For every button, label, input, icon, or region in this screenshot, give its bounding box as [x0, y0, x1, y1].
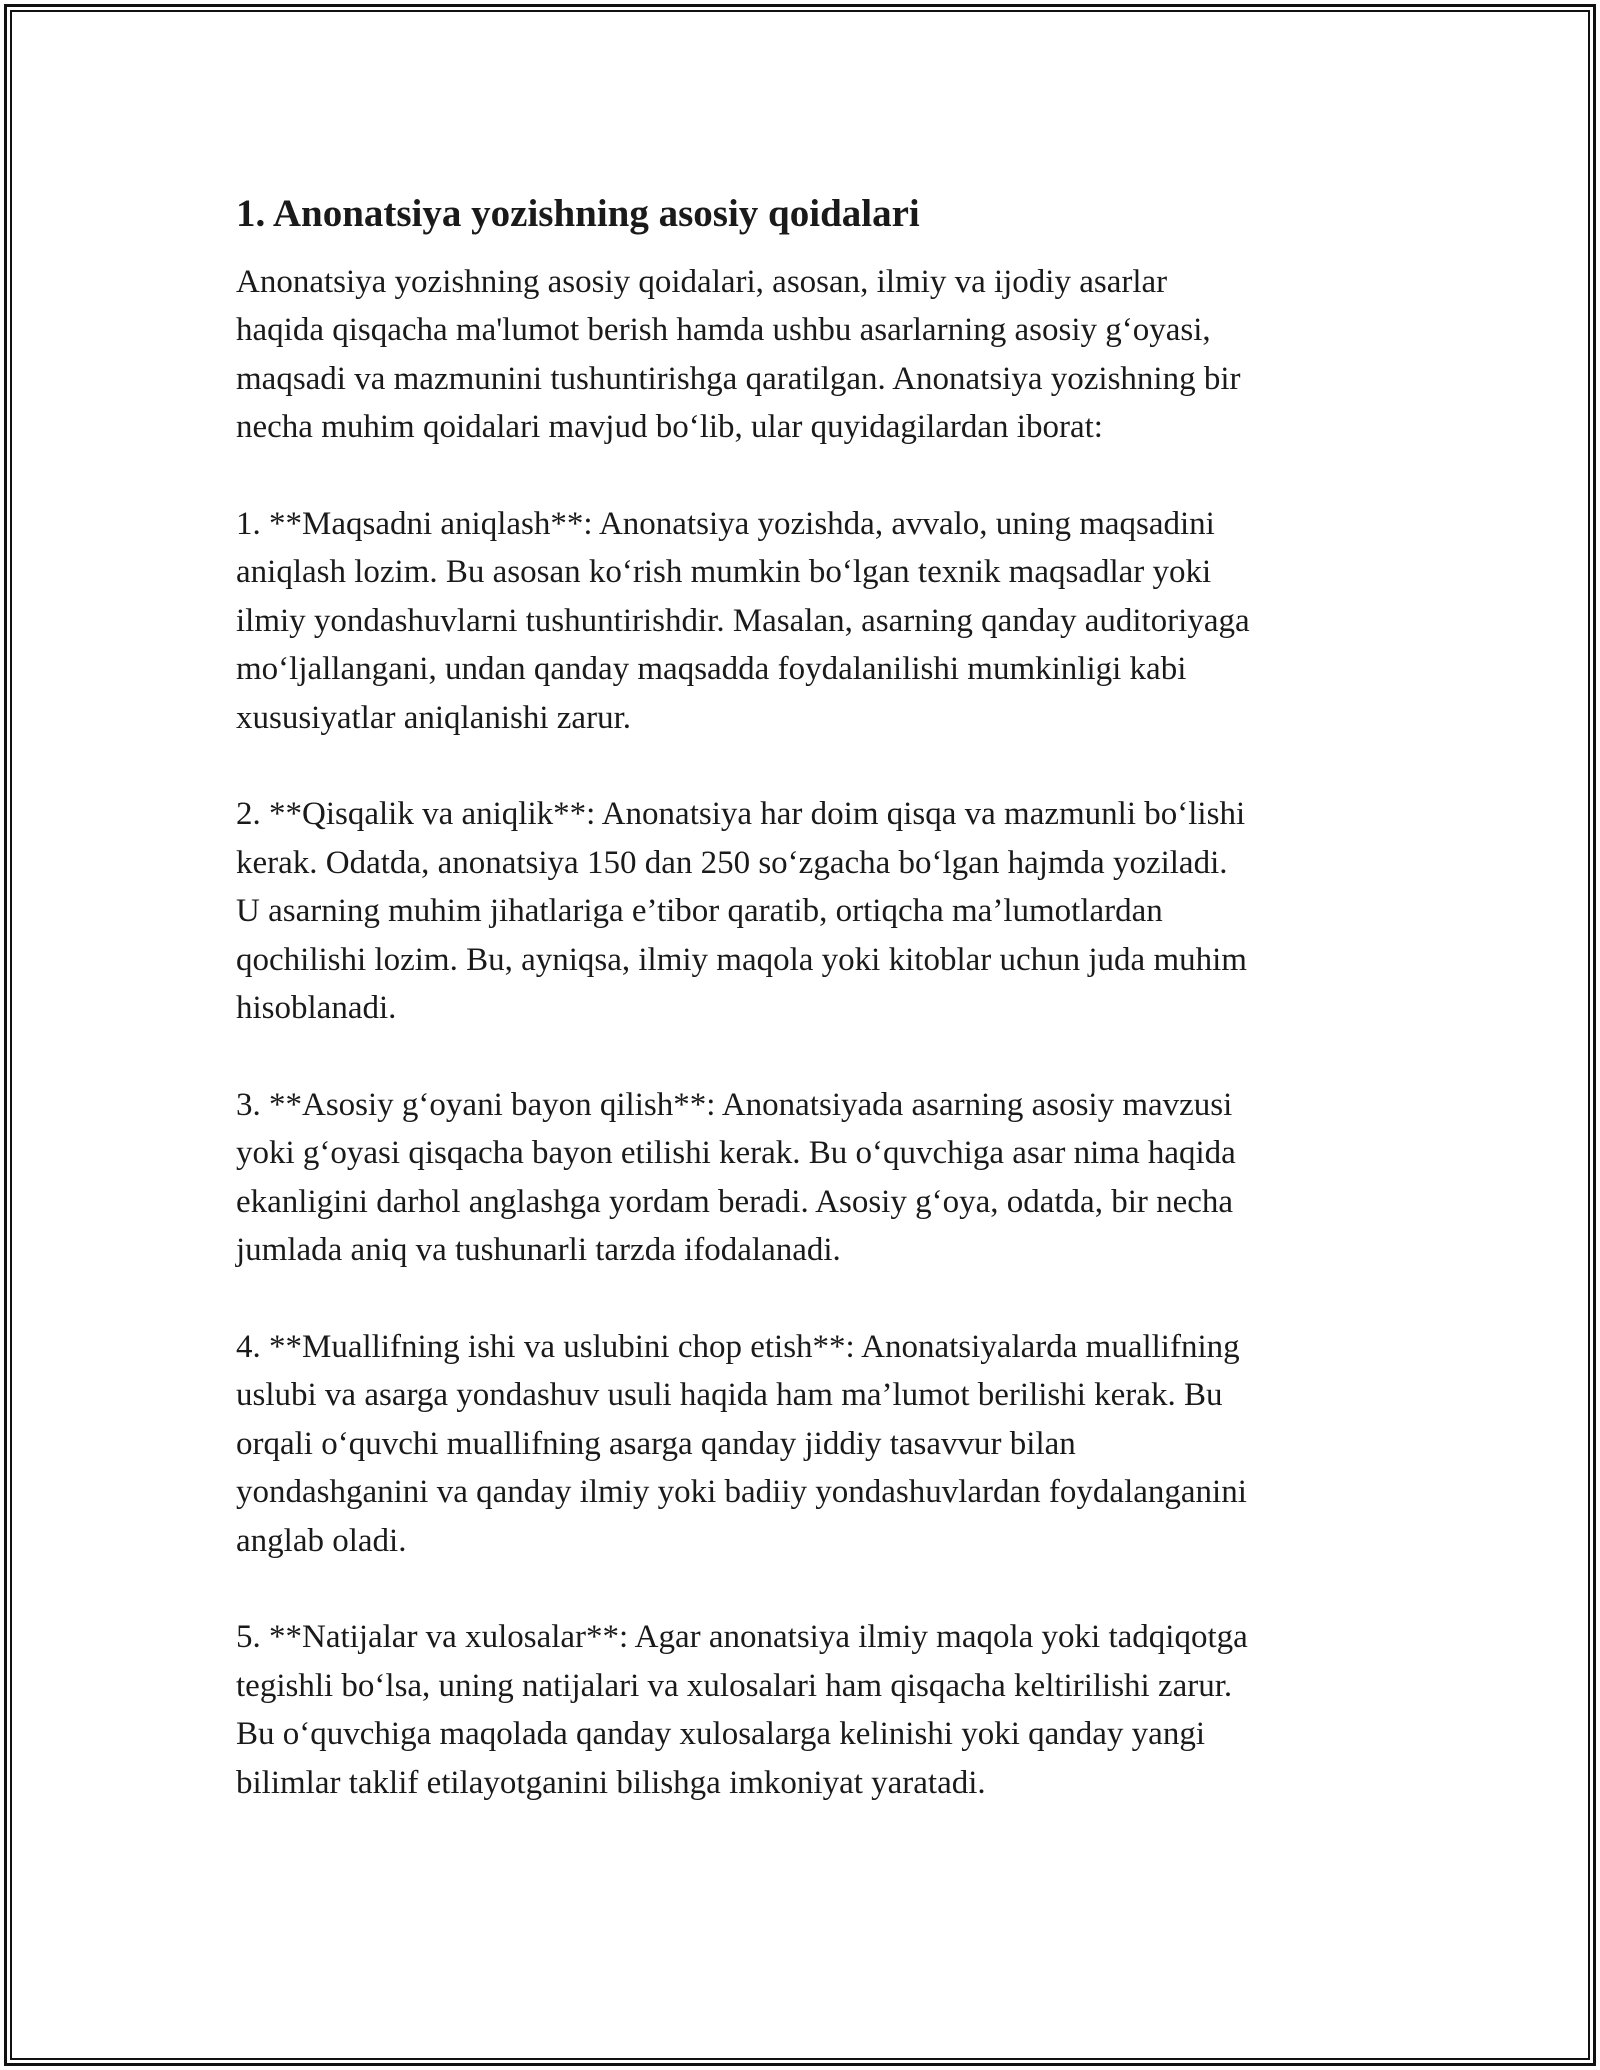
section-heading: 1. Anonatsiya yozishning asosiy qoidalari	[236, 192, 920, 235]
paragraph	[236, 790, 1366, 1032]
paragraph-line: ilmiy yondashuvlarni tushuntirishdir. Masalan, asarning qanday auditoriyaga	[236, 602, 1250, 639]
paragraph-line: maqsadi va mazmunini tushuntirishga qaratilgan. Anonatsiya yozishning bir	[236, 360, 1241, 397]
paragraph-line: ekanligini darhol anglashga yordam beradi. Asosiy g‘oya, odatda, bir necha	[236, 1183, 1234, 1220]
document-body	[236, 188, 1366, 1855]
paragraph-list	[236, 258, 1366, 1807]
paragraph-line: xususiyatlar aniqlanishi zarur.	[236, 699, 631, 736]
paragraph-line: aniqlash lozim. Bu asosan ko‘rish mumkin bo‘lgan texnik maqsadlar yoki	[236, 554, 1212, 591]
paragraph-line: kerak. Odatda, anonatsiya 150 dan 250 so‘zgacha bo‘lgan hajmda yoziladi.	[236, 844, 1228, 881]
paragraph-line: U asarning muhim jihatlariga e’tibor qaratib, ortiqcha ma’lumotlardan	[236, 893, 1163, 930]
paragraph	[236, 258, 1366, 452]
paragraph-line: Anonatsiya yozishning asosiy qoidalari, asosan, ilmiy va ijodiy asarlar	[236, 264, 1168, 300]
paragraph-line: 1. **Maqsadni aniqlash**: Anonatsiya yozishda, avvalo, uning maqsadini	[236, 506, 1215, 543]
paragraph-line: 2. **Qisqalik va aniqlik**: Anonatsiya har doim qisqa va mazmunli bo‘lishi	[236, 796, 1246, 833]
paragraph-line: yoki g‘oyasi qisqacha bayon etilishi kerak. Bu o‘quvchiga asar nima haqida	[236, 1135, 1236, 1172]
paragraph-line: qochilishi lozim. Bu, ayniqsa, ilmiy maqola yoki kitoblar uchun juda muhim	[236, 941, 1247, 978]
paragraph-line: 3. **Asosiy g‘oyani bayon qilish**: Anonatsiyada asarning asosiy mavzusi	[236, 1086, 1233, 1123]
paragraph-line: jumlada aniq va tushunarli tarzda ifodalanadi.	[236, 1232, 841, 1269]
paragraph-line: bilimlar taklif etilayotganini bilishga imkoniyat yaratadi.	[236, 1764, 986, 1801]
paragraph-line: Bu o‘quvchiga maqolada qanday xulosalarga kelinishi yoki qanday yangi	[236, 1716, 1205, 1753]
paragraph-line: anglab oladi.	[236, 1522, 407, 1559]
paragraph-line: tegishli bo‘lsa, uning natijalari va xulosalari ham qisqacha keltirilishi zarur.	[236, 1667, 1233, 1704]
paragraph-line: 4. **Muallifning ishi va uslubini chop etish**: Anonatsiyalarda muallifning	[236, 1328, 1240, 1365]
paragraph-line: uslubi va asarga yondashuv usuli haqida ham ma’lumot berilishi kerak. Bu	[236, 1377, 1223, 1414]
paragraph	[236, 1323, 1366, 1565]
paragraph-line: haqida qisqacha ma'lumot berish hamda ushbu asarlarning asosiy g‘oyasi,	[236, 312, 1211, 349]
paragraph	[236, 500, 1366, 742]
paragraph-line: yondashganini va qanday ilmiy yoki badiiy yondashuvlardan foydalanganini	[236, 1474, 1247, 1511]
paragraph	[236, 1613, 1366, 1807]
paragraph-line: mo‘ljallangani, undan qanday maqsadda foydalanilishi mumkinligi kabi	[236, 651, 1187, 688]
paragraph-line: hisoblanadi.	[236, 990, 397, 1027]
paragraph-line: necha muhim qoidalari mavjud bo‘lib, ular quyidagilardan iborat:	[236, 409, 1103, 446]
paragraph-line: orqali o‘quvchi muallifning asarga qanday jiddiy tasavvur bilan	[236, 1425, 1076, 1462]
paragraph	[236, 1081, 1366, 1275]
paragraph-line: 5. **Natijalar va xulosalar**: Agar anonatsiya ilmiy maqola yoki tadqiqotga	[236, 1619, 1248, 1656]
